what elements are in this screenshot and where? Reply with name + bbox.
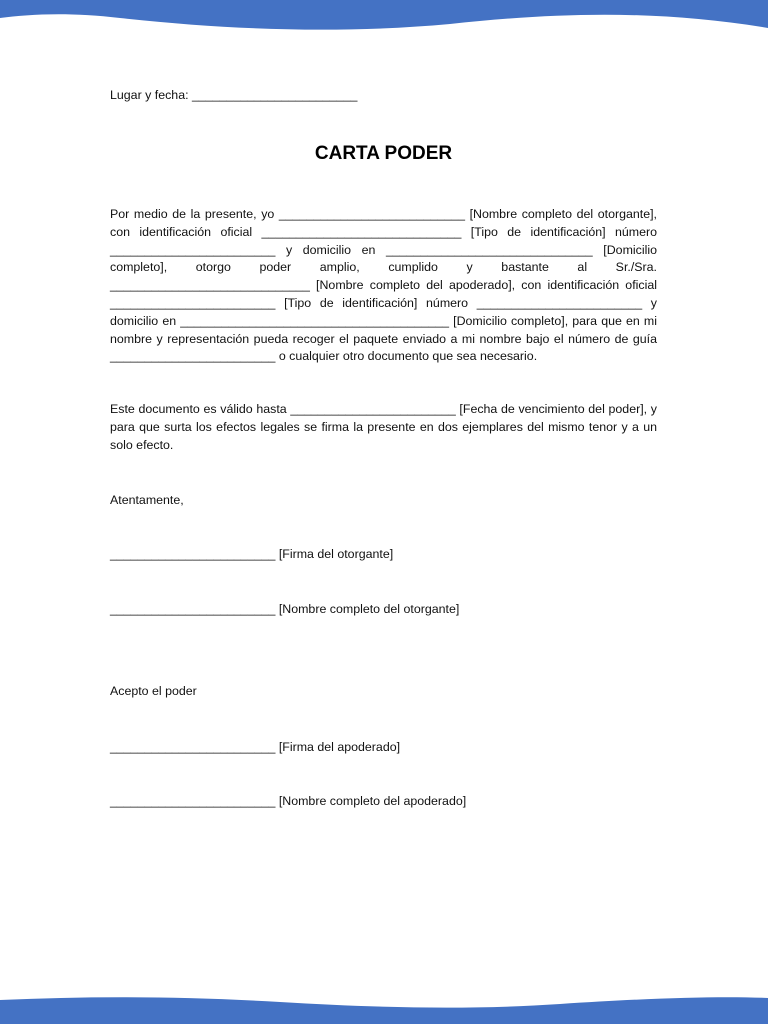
grantor-signature-line: ________________________ [Firma del otorgante] (110, 547, 394, 561)
top-wave-decoration (0, 0, 768, 36)
accept-power-label: Acepto el poder (110, 684, 197, 698)
main-paragraph: Por medio de la presente, yo ___________________________ [Nombre completo del otorgante], con identificación oficial _____________________________ [Tipo de identificación] número ________________________ y domicilio en ______________________________ [Domicilio completo], otorgo poder amplio, cumplido y bastante al Sr./Sra. _____________________________ [Nombre completo del apoderado], con identificación oficial ________________________ [Tipo de identificación] número ________________________ y domicilio en _______________________________________ [Domicilio completo], para que en mi nombre y representación pueda recoger el paquete enviado a mi nombre bajo el número de guía ________________________ o cualquier otro documento que sea necesario. (110, 207, 657, 364)
closing-salutation: Atentamente, (110, 493, 184, 507)
validity-paragraph: Este documento es válido hasta ________________________ [Fecha de vencimiento del poder], y para que surta los efectos legales se firma la presente en dos ejemplares del mismo tenor y a un solo efecto. (110, 402, 657, 452)
document-title: CARTA PODER (314, 143, 453, 164)
grantor-name-line: ________________________ [Nombre completo del otorgante] (110, 602, 460, 616)
attorney-signature-line: ________________________ [Firma del apoderado] (110, 740, 401, 754)
bottom-wave-decoration (0, 994, 768, 1024)
attorney-name-line: ________________________ [Nombre completo del apoderado] (110, 794, 467, 808)
place-date-line: Lugar y fecha: ________________________ (110, 88, 358, 102)
